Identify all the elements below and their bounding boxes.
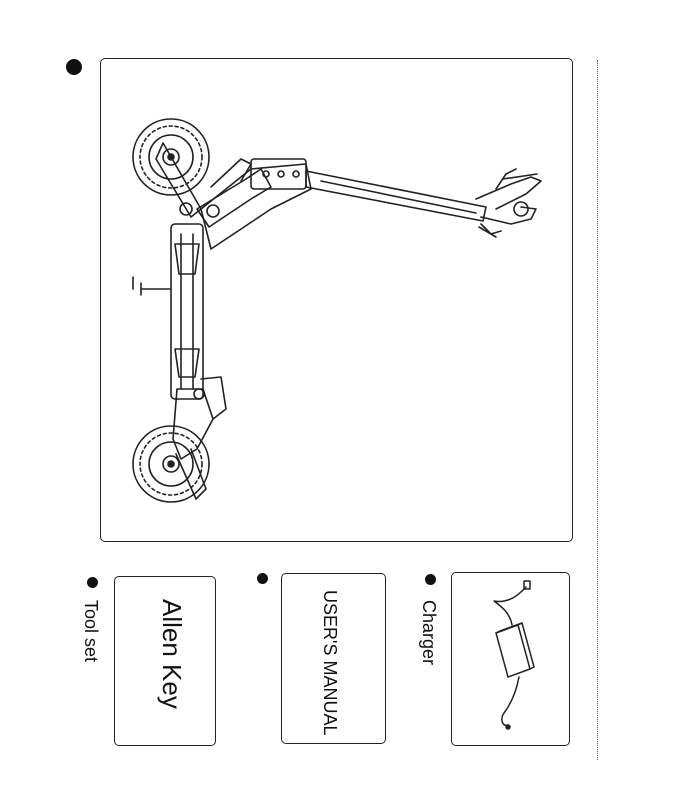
charger-label: Charger xyxy=(419,600,439,666)
charger-icon xyxy=(452,573,571,747)
manual-bullet xyxy=(257,573,268,584)
tool-set-bullet xyxy=(87,577,98,588)
manual-box xyxy=(281,573,386,744)
charger-box xyxy=(451,572,570,746)
allen-key-text: Allen Key xyxy=(157,599,187,709)
scooter-icon xyxy=(101,59,574,543)
fold-line xyxy=(597,60,598,760)
charger-bullet xyxy=(425,574,436,585)
scooter-frame xyxy=(100,58,573,542)
tool-set-label: Tool set xyxy=(81,600,101,663)
tool-set-box xyxy=(114,576,216,746)
scooter-bullet xyxy=(66,59,82,75)
manual-text: USER'S MANUAL xyxy=(320,590,340,736)
